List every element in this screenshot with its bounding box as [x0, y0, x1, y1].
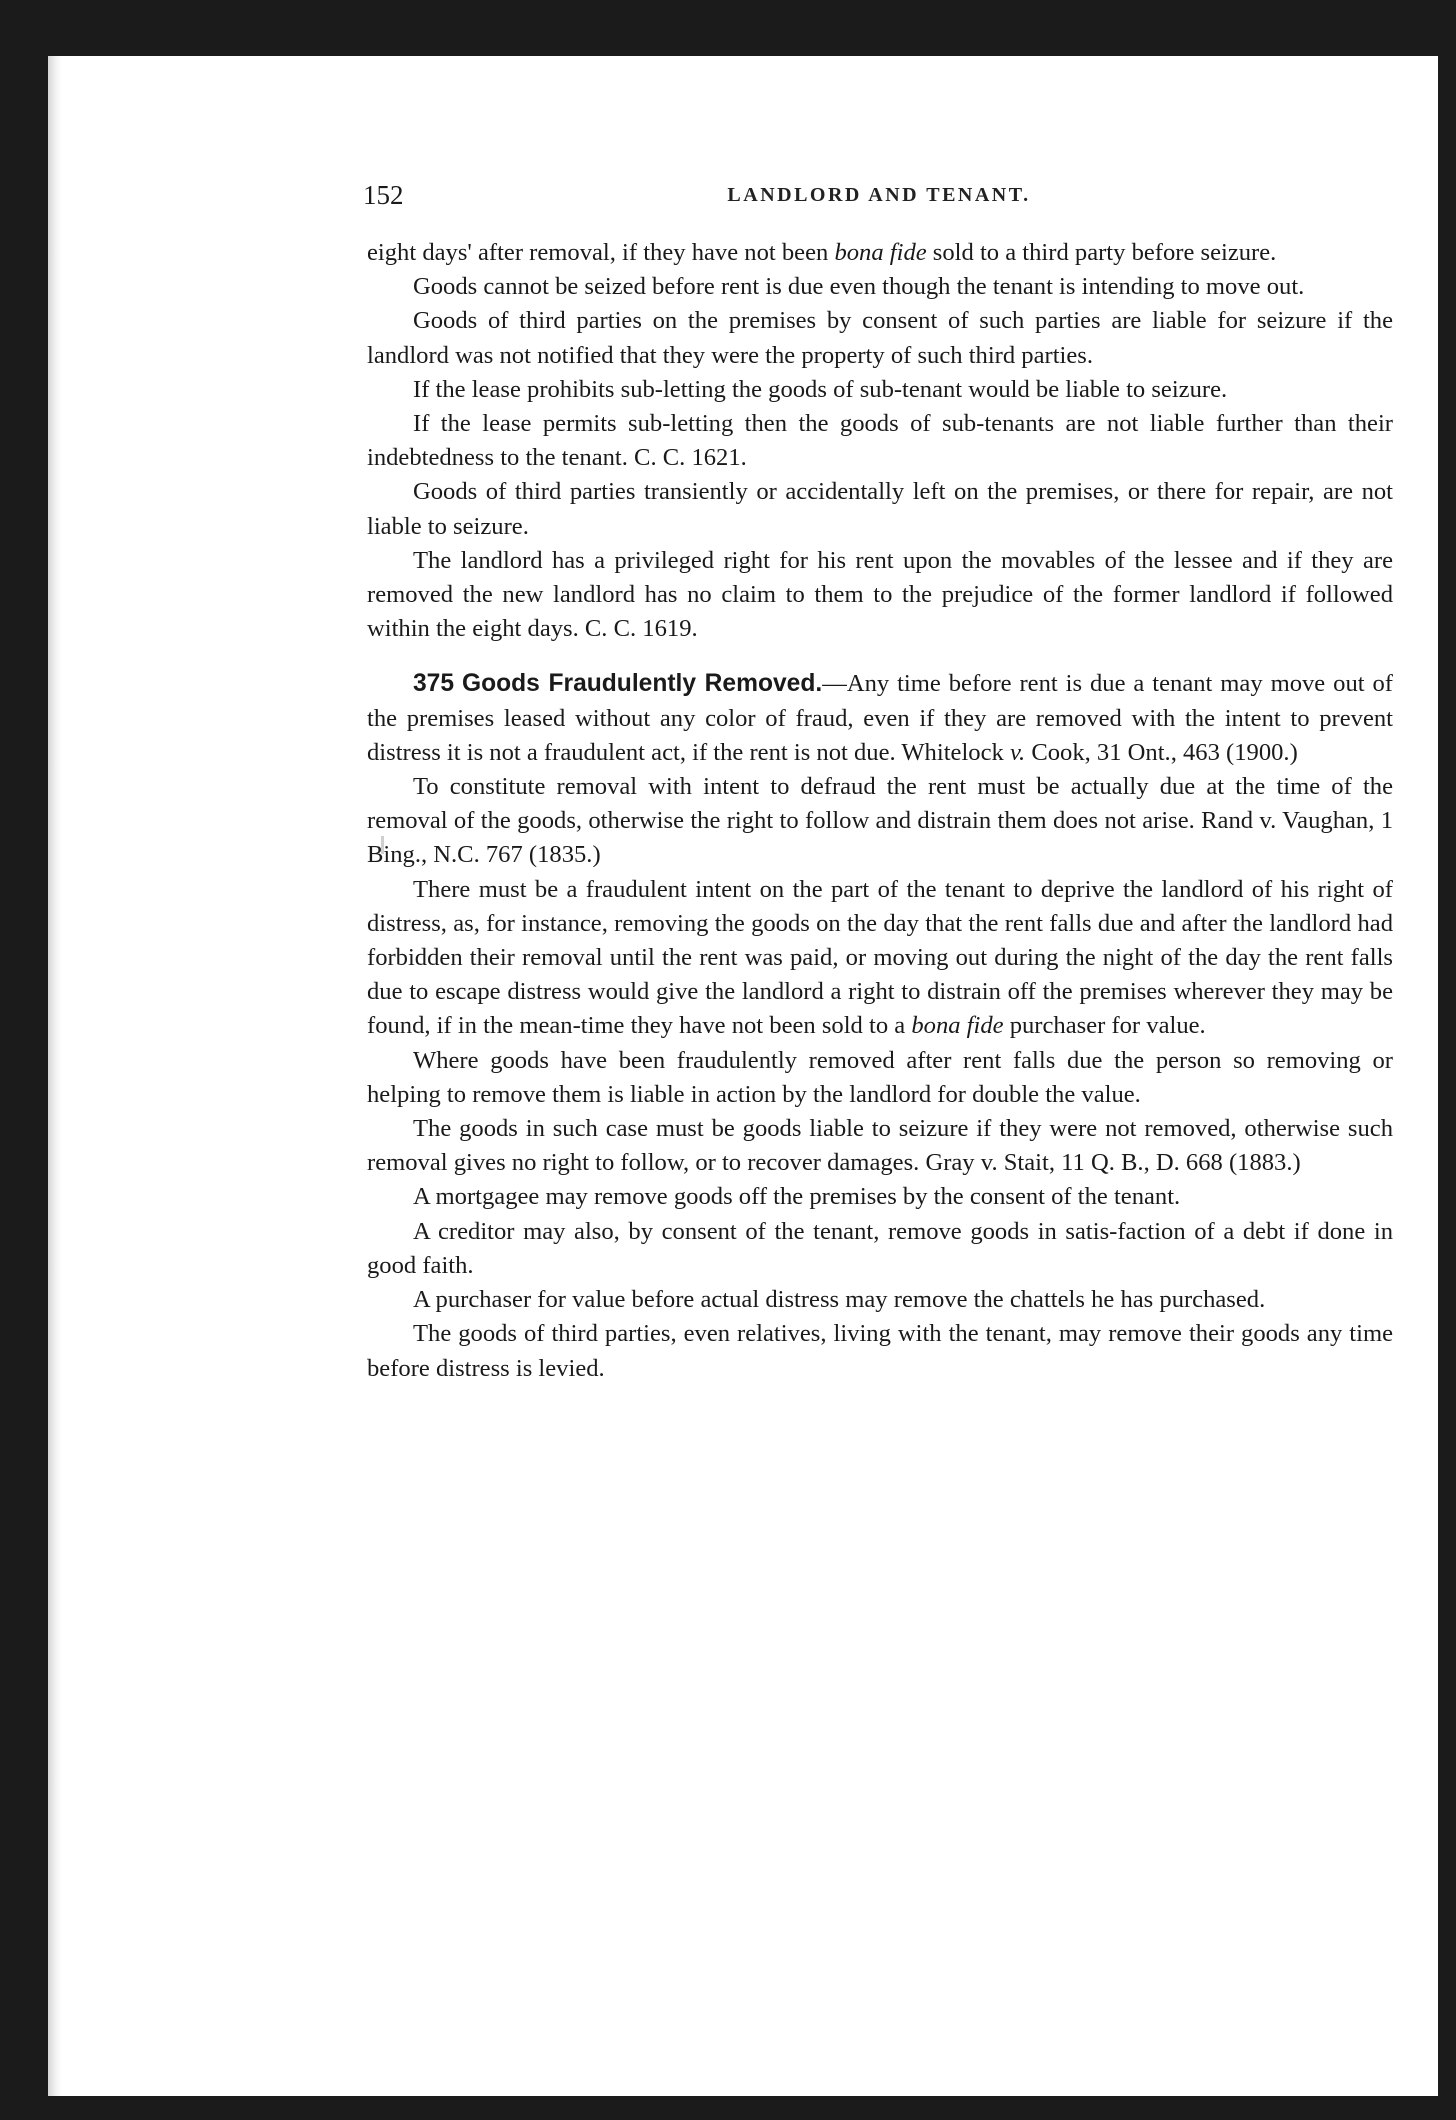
paragraph: If the lease permits sub-letting then the goods of sub-tenants are not liable further than their indebtedness to the tenant. C. C. 1621. — [367, 410, 1393, 472]
paragraph-text: purchaser for value. — [1003, 1012, 1206, 1040]
italic-phrase: bona fide — [911, 1012, 1004, 1040]
running-title: LANDLORD AND TENANT. — [727, 184, 1031, 206]
paragraph: A creditor may also, by consent of the tenant, remove goods in satis-faction of a debt if done in good faith. — [367, 1217, 1393, 1279]
paragraph: The goods in such case must be goods liable to seizure if they were not removed, otherwise such removal gives no right to follow, or to recover damages. Gray v. Stait, 11 Q. B., D. 668 (1883.) — [367, 1115, 1393, 1177]
italic-phrase: v. — [1009, 738, 1026, 766]
paragraph: The goods of third parties, even relatives, living with the tenant, may remove their goods any time before distress is levied. — [367, 1320, 1393, 1382]
paragraph-text: There must be a fraudulent intent on the part of the tenant to deprive the landlord of his right of distress, as, for instance, removing the goods on the day that the rent falls due and after the landlord had forbidden their removal until the rent was paid, or moving out during the night of the day the rent falls due to escape distress would give the landlord a right to distrain off the premises wherever they may be found, if in the mean-time they have not been sold to a — [367, 875, 1393, 1040]
paragraph — [367, 873, 1393, 1044]
paragraph: Where goods have been fraudulently removed after rent falls due the person so removing or helping to remove them is liable in action by the landlord for double the value. — [367, 1046, 1393, 1108]
paragraph: The landlord has a privileged right for his rent upon the movables of the lessee and if they are removed the new landlord has no claim to them to the prejudice of the former landlord if followed within the eight days. C. C. 1619. — [367, 546, 1393, 643]
paragraph: Goods of third parties on the premises by consent of such parties are liable for seizure if the landlord was not notified that they were the property of such third parties. — [367, 307, 1393, 369]
page-number: 152 — [363, 180, 404, 210]
book-page — [48, 56, 1438, 2096]
section-heading: Goods Fraudulently Removed. — [461, 670, 823, 698]
page-gutter-shadow — [48, 56, 62, 2096]
paragraph-text: —Any time before rent is due a tenant may move out of the premises leased without any color of fraud, even if they are removed with the intent to prevent distress it is not a fraudulent act, if the rent is not due. Whitelock — [367, 670, 1393, 766]
paragraph: Goods of third parties transiently or accidentally left on the premises, or there for repair, are not liable to seizure. — [367, 478, 1393, 540]
paragraph: To constitute removal with intent to defraud the rent must be actually due at the time of the removal of the goods, otherwise the right to follow and distrain them does not arise. Rand v. Vaughan, 1 Bing., N.C. 767 (1835.) — [367, 773, 1393, 869]
paragraph: If the lease prohibits sub-letting the goods of sub-tenant would be liable to seizure. — [413, 375, 1228, 403]
paragraph: A purchaser for value before actual distress may remove the chattels he has purchased. — [413, 1286, 1266, 1314]
page-body — [367, 236, 1393, 1386]
paragraph-continuation — [367, 236, 1393, 270]
paragraph-text: Cook, 31 Ont., 463 (1900.) — [1025, 738, 1298, 766]
paragraph-text: sold to a third party before seizure. — [926, 239, 1277, 266]
section-number: 375 — [413, 670, 455, 698]
section-intro-paragraph — [367, 667, 1393, 770]
paragraph: Goods cannot be seized before rent is due even though the tenant is intending to move out. — [413, 273, 1305, 301]
paragraph-text: eight days' after removal, if they have not been — [367, 239, 835, 266]
section-375 — [367, 667, 1393, 1385]
paragraph: A mortgagee may remove goods off the premises by the consent of the tenant. — [413, 1183, 1181, 1211]
italic-phrase: bona fide — [834, 239, 927, 266]
running-head — [363, 180, 1395, 220]
